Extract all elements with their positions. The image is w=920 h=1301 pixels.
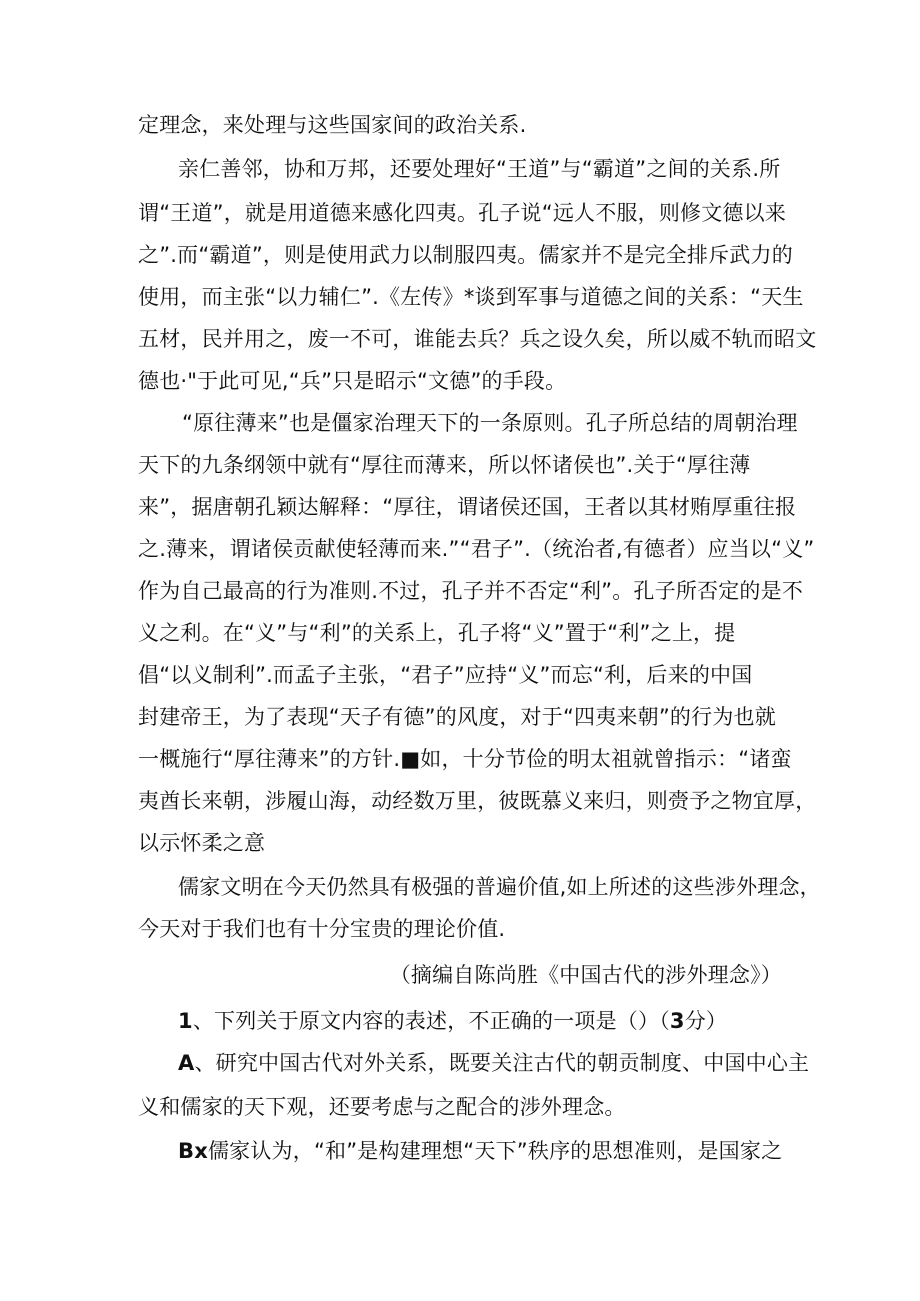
text-line: 封建帝王，为了表现“天子有德”的风度，对于“四夷来朝”的行为也就 xyxy=(138,705,776,729)
question-score: 3 xyxy=(669,1009,685,1033)
text-line: 来”，据唐朝孔颖达解释：“厚往，谓诸侯还国，王者以其材贿厚重往报 xyxy=(138,495,797,519)
text-line: 谓“王道”，就是用道德来感化四夷。孔子说“远人不服，则修文德以来 xyxy=(138,201,787,225)
text-line: 天下的九条纲领中就有“厚往而薄来，所以怀诸侯也”.关于“厚往薄 xyxy=(138,453,751,477)
option-b-letter: Bx xyxy=(178,1139,208,1163)
text-line: 一概施行“厚往薄来”的方针.■如，十分节俭的明太祖就曾指示：“诸蛮 xyxy=(138,747,792,771)
question-text: 、下列关于原文内容的表述，不正确的一项是（）（ xyxy=(192,1009,670,1033)
text-line: “原往薄来”也是僵家治理天下的一条原则。孔子所总结的周朝治理 xyxy=(182,411,798,435)
question-score-unit: 分） xyxy=(684,1009,728,1033)
option-a-text: 、研究中国古代对外关系，既要关注古代的朝贡制度、中国中心主 xyxy=(194,1051,810,1075)
text-line: 倡“以义制利”.而孟子主张，“君子”应持“义”而忘“利，后来的中国 xyxy=(138,663,753,687)
text-line: 定理念，来处理与这些国家间的政治关系. xyxy=(138,113,527,137)
question-number: 1 xyxy=(178,1009,193,1033)
option-a-line2: 义和儒家的天下观，还要考虑与之配合的涉外理念。 xyxy=(138,1095,626,1119)
text-line: 夷酋长来朝，涉履山海，动经数万里，彼既慕义来归，则赍予之物宜厚， xyxy=(138,789,817,813)
text-line: 之”.而“霸道”，则是使用武力以制服四夷。儒家并不是完全排斥武力的 xyxy=(138,243,793,267)
text-line: 使用，而主张“以力辅仁”.《左传》*谈到军事与道德之间的关系：“天生 xyxy=(138,285,804,309)
option-a-line1 xyxy=(178,1050,809,1076)
text-line: 之.薄来，谓诸侯贡献使轻薄而来.”“君子”.（统治者,有德者）应当以“义” xyxy=(138,537,815,561)
source-citation: （摘编自陈尚胜《中国古代的涉外理念》） xyxy=(389,963,782,987)
option-a-letter: A xyxy=(178,1051,195,1075)
option-b-text: 儒家认为，“和”是构建理想“天下”秩序的思想准则，是国家之 xyxy=(207,1139,783,1163)
text-line: 儒家文明在今天仍然具有极强的普遍价值,如上所述的这些涉外理念， xyxy=(178,875,821,899)
text-line: 五材，民并用之，废一不可，谁能去兵？兵之设久矣，所以威不轨而昭文 xyxy=(138,327,817,351)
text-line: 作为自己最高的行为准则.不过，孔子并不否定“利”。孔子所否定的是不 xyxy=(138,579,804,603)
option-b-line1 xyxy=(178,1138,782,1164)
question-stem xyxy=(178,1008,727,1034)
text-line: 义之利。在“义”与“利”的关系上，孔子将“义”置于“利”之上，提 xyxy=(138,621,736,645)
text-line: 以示怀柔之意 xyxy=(138,831,266,855)
text-line: 今天对于我们也有十分宝贵的理论价值. xyxy=(138,917,506,941)
text-line: 亲仁善邻，协和万邦，还要处理好“王道”与“霸道”之间的关系.所 xyxy=(178,157,781,181)
text-line: 德也·"于此可见,“兵”只是昭示“文德”的手段。 xyxy=(138,369,567,393)
